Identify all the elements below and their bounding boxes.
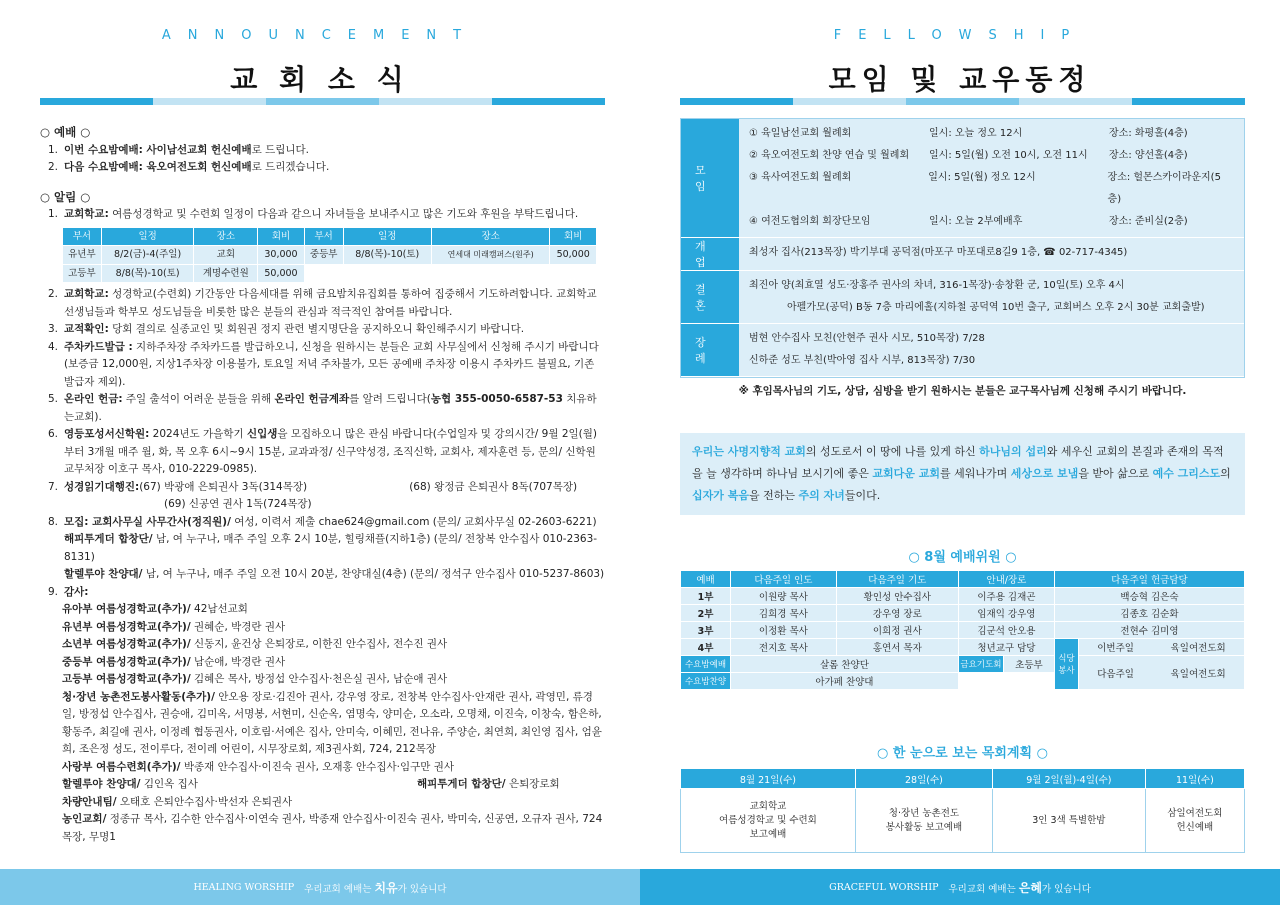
vision-text: 의 <box>1220 467 1231 480</box>
page-title: 모임 및 교우동정 <box>828 63 1092 96</box>
table-row: 1부 이원량 목사 황인성 안수집사 이주용 김재곤 백승혁 김은숙 <box>681 588 1245 605</box>
vision-text: 십자가 복음 <box>692 489 749 502</box>
notice-heading: ○ 알림 ○ <box>40 189 91 204</box>
fellowship-table <box>680 118 1245 378</box>
table-row: 고등부 8/8(목)-10(토) 계명수련원 50,000 <box>63 264 597 283</box>
thanks-item: 소년부 여름성경학교(추가)/ 신동지, 윤건상 은퇴장로, 이한진 안수집사, 전수진 권사 <box>62 638 448 650</box>
ministry-plan-title: ○ 한 눈으로 보는 목회계획 ○ <box>877 746 1048 761</box>
list-item: 5. 온라인 헌금: 주일 출석이 어려운 분들을 위해 온라인 헌금계좌를 알려 드립니다(농협 355-0050-6587-53 치유하는교회). <box>48 393 597 423</box>
list-item: 4. 주차카드발급 : 지하주차장 주차카드를 발급하오니, 신청을 원하시는 분들은 교회 사무실에서 신청해 주시기 바랍니다 (보증금 12,000원, 지상1주차장 이용불가, 토요일 저녁 주차불가, 모든 공예배 주차장 이용시 주차카드 불필요, 기존 발급자 제외). <box>48 340 599 388</box>
opening-row: 개업 최성자 집사(213목장) 박기부대 공덕점(마포구 마포대로8길9 1층, ☎ 02-717-4345) <box>681 238 1244 271</box>
list-item: 1. 교회학교: 여름성경학교 및 수련회 일정이 다음과 같으니 자녀들을 보내주시고 많은 기도와 후원을 부탁드립니다. <box>48 208 579 220</box>
list-item: 7. 성경읽기대행진:(67) 박광애 은퇴권사 3독(314목장) (68) 왕정금 은퇴권사 8독(707목장) (69) 신공연 권사 1독(724목장) <box>48 480 578 510</box>
list-item: 2. 교회학교: 성경학교(수련회) 기간동안 다음세대를 위해 금요밤치유집회를 통하여 집중해서 기도하려합니다. 교회학교 선생님들과 학부모 성도님들을 비롯한 많은 분들의 관심과 적극적인 참여를 바랍니다. <box>48 288 597 318</box>
thanks-item: 청·장년 농촌전도봉사활동(추가)/ 안오용 장로·김진아 권사, 강우영 장로, 전창복 안수집사·안재란 권사, 곽영민, 류경일, 방정섭 안수집사, 권승애, 김미옥, 서명봉, 서현미, 신순옥, 염명숙, 양미순, 오소라, 오명채, 이진숙, 이창숙, 함은하, 황동주, 최길애 권사, 이정례 협동권사, 이호림·서예은 집사, 안미숙, 이혜민, 전나유, 주양순, 최연희, 최인영 집사, 엄윤희, 조은정 성도, 전이루다, 전이레 어린이, 시무장로회, 제3권사회, 724, 212목장 <box>62 690 602 755</box>
table-row: 교회학교 여름성경학교 및 수련회 보고예배 청·장년 농촌전도 봉사활동 보고예배 3인 3색 특별한밤 삼일여전도회 헌신예배 <box>681 789 1245 853</box>
title-bar <box>40 98 605 105</box>
vision-text: 을 받아 삶으로 <box>1078 467 1153 480</box>
thanks-item: 농인교회/ 정종규 목사, 김수한 안수집사·이연숙 권사, 박종재 안수집사·이진숙 권사, 박미숙, 신공연, 오규자 권사, 724목장, 무명1 <box>62 813 603 843</box>
schedule-table: 부서 일정 장소 회비 부서 일정 장소 회비 유년부 8/2(금)-4(주일) 교회 30,000 중등부 8/8(목)-10(토) 연세대 미래캠퍼스(원주) 50,000 고등부 8/8(목)-10(토) 계명수련원 50,000 <box>62 227 597 284</box>
table-row: 2부 김희경 목사 강우영 장로 임재익 강우영 김종호 김순화 <box>681 605 1245 622</box>
footer-banner: HEALING WORSHIP 우리교회 예배는 치유가 있습니다 <box>0 869 640 905</box>
title-bar <box>680 98 1245 105</box>
thanks-item: 유아부 여름성경학교(추가)/ 42남선교회 <box>62 603 248 615</box>
page-title: 교 회 소 식 <box>230 63 410 96</box>
vision-text: 와 세우신 교회의 본질과 존재의 목적을 늘 생각하며 하나님 보시기에 좋은 <box>692 445 1224 480</box>
worship-heading: ○ 예배 ○ <box>40 125 91 139</box>
list-item: 8. 모집: 교회사무실 사무간사(정직원)/ 여성, 이력서 제출 chae624@gmail.com (문의/ 교회사무실 02-2603-6221) 해피투게더 합창단/ 남, 여 누구나, 매주 주일 오후 2시 10분, 힐링채플(지하1층) (문의/ 전창복 안수집사 010-2363-8131) 할렐루야 찬양대/ 남, 여 누구나, 매주 주일 오전 10시 20분, 찬양대실(4층) (문의/ 정석구 안수집사 010-5237-8603) <box>48 515 605 580</box>
thanks-list <box>40 601 605 846</box>
vision-text: 하나님의 섭리 <box>979 445 1047 458</box>
thanks-item: 차량안내팀/ 오태호 은퇴안수집사·박선자 은퇴권사 <box>62 795 293 808</box>
table-row: 수요밤찬양 아가페 찬양대 <box>681 673 1245 690</box>
vision-text: 들이다. <box>844 489 881 502</box>
list-item: 3. 교적확인: 당회 결의로 실종교인 및 회원권 정지 관련 별지명단을 공지하오니 확인해주시기 바랍니다. <box>48 323 525 335</box>
table-row: 4부 전지호 목사 홍연서 목자 청년교구 담당 식당 봉사 이번주일 육일여전도회 <box>681 639 1245 656</box>
ministry-plan-table: 8월 21일(수) 28일(수) 9월 2일(월)-4일(수) 11일(수) 교회학교 여름성경학교 및 수련회 보고예배 청·장년 농촌전도 봉사활동 보고예배 3인 3색 특별한밤 삼일여전도회 헌신예배 <box>680 768 1245 853</box>
vision-text: 주의 자녀 <box>798 489 845 502</box>
vision-text: 를 세워나가며 <box>939 467 1011 480</box>
thanks-item: 할렐루야 찬양대/ 김인옥 집사 해피투게더 합창단/ 은퇴장로회 <box>62 778 560 790</box>
worship-committee-table: 예배 다음주일 인도 다음주일 기도 안내/장로 다음주일 헌금담당 1부 이원량 목사 황인성 안수집사 이주용 김재곤 백승혁 김은숙 2부 김희경 목사 강우영 장로 임재익 강우영 김종호 김순화 3부 이정환 목사 이희정 권사 김군석 안오용 전현수 김미영 4부 전지호 목사 홍연서 목자 청년교구 담당 식당 봉사 이번주일 육일여전도회 수요밤예배 살롬 찬양단 금요기도회 초등부 다음주일 육일여전도회 수요밤찬양 아가페 찬양대 <box>680 570 1245 690</box>
vision-statement <box>680 433 1245 515</box>
footer-banner: GRACEFUL WORSHIP 우리교회 예배는 은혜가 있습니다 <box>640 869 1280 905</box>
list-item: 9. 감사: <box>48 585 89 598</box>
meeting-row: 모임 ① 육일남선교회 월례회 일시: 오늘 정오 12시 장소: 화평홀(4층) ② 육오여전도회 찬양 연습 및 월례회 일시: 5일(월) 오전 10시, 오전 11시 장소: 양선홀(4층) ③ 육사여전도회 월례회 일시: 5일(월) 정오 12시 장소: 헐몬스카이라운지(5층) ④ 여전도협의회 회장단모임 일시: 오늘 2부예배후 장소: 준비실(2층) <box>681 119 1244 238</box>
list-item: 1. 이번 수요밤예배: 사이남선교회 헌신예배로 드립니다. <box>48 143 309 156</box>
pastor-note: ※ 후임목사님의 기도, 상담, 심방을 받기 원하시는 분들은 교구목사님께 신청해 주시기 바랍니다. <box>738 385 1187 397</box>
list-item: 2. 다음 수요밤예배: 육오여전도회 헌신예배로 드리겠습니다. <box>48 161 330 173</box>
section-eng-title: ANNOUNCEMENT <box>161 28 479 43</box>
section-eng-title: FELLOWSHIP <box>833 28 1087 43</box>
announcement-body <box>40 120 605 846</box>
fellowship-page <box>640 0 1280 905</box>
thanks-item: 유년부 여름성경학교(추가)/ 권혜순, 박경란 권사 <box>62 620 286 633</box>
worship-committee-title: ○ 8월 예배위원 ○ <box>908 550 1017 565</box>
vision-text: 을 전하는 <box>748 489 799 502</box>
vision-text: 교회다운 교회 <box>872 467 940 480</box>
thanks-item: 고등부 여름성경학교(추가)/ 김혜은 목사, 방정섭 안수집사·천은실 권사, 남순애 권사 <box>62 673 448 685</box>
thanks-item: 중등부 여름성경학교(추가)/ 남순애, 박경란 권사 <box>62 655 286 668</box>
vision-text: 의 성도로서 이 땅에 나를 있게 하신 <box>805 445 980 458</box>
table-row: 수요밤예배 살롬 찬양단 금요기도회 초등부 다음주일 육일여전도회 <box>681 656 1245 673</box>
vision-text: 예수 그리스도 <box>1152 467 1221 480</box>
thanks-item: 사랑부 여름수련회(추가)/ 박종재 안수집사·이진숙 권사, 오재홍 안수집사·임구만 권사 <box>62 760 455 773</box>
funeral-row: 장례 범현 안수집사 모친(안현주 권사 시모, 510목장) 7/28 신하준 성도 부친(박아영 집사 시부, 813목장) 7/30 <box>681 324 1244 377</box>
wedding-row: 결혼 최진아 양(최효열 성도·장홍주 권사의 차녀, 316-1목장)·송창환 군, 10일(토) 오후 4시 아펠가모(공덕) B동 7층 마리에홀(지하철 공덕역 10번 출구, 교회버스 오후 2시 30분 교회출발) <box>681 271 1244 324</box>
table-row: 3부 이정환 목사 이희정 권사 김군석 안오용 전현수 김미영 <box>681 622 1245 639</box>
vision-text: 우리는 사명지향적 교회 <box>692 445 806 458</box>
list-item: 6. 영등포성서신학원: 2024년도 가을학기 신입생을 모집하오니 많은 관심 바랍니다(수업일자 및 강의시간/ 9월 2일(월) 부터 3개월 매주 월, 화, 목 오후 6시~9시 15분, 교과과정/ 신구약성경, 조직신학, 교회사, 제자훈련 등, 문의/ 신학원 교무처장 이호구 목사, 010-2229-0985). <box>48 428 597 475</box>
table-row: 유년부 8/2(금)-4(주일) 교회 30,000 중등부 8/8(목)-10(토) 연세대 미래캠퍼스(원주) 50,000 <box>63 246 597 265</box>
vision-text: 세상으로 보냄 <box>1010 467 1079 480</box>
